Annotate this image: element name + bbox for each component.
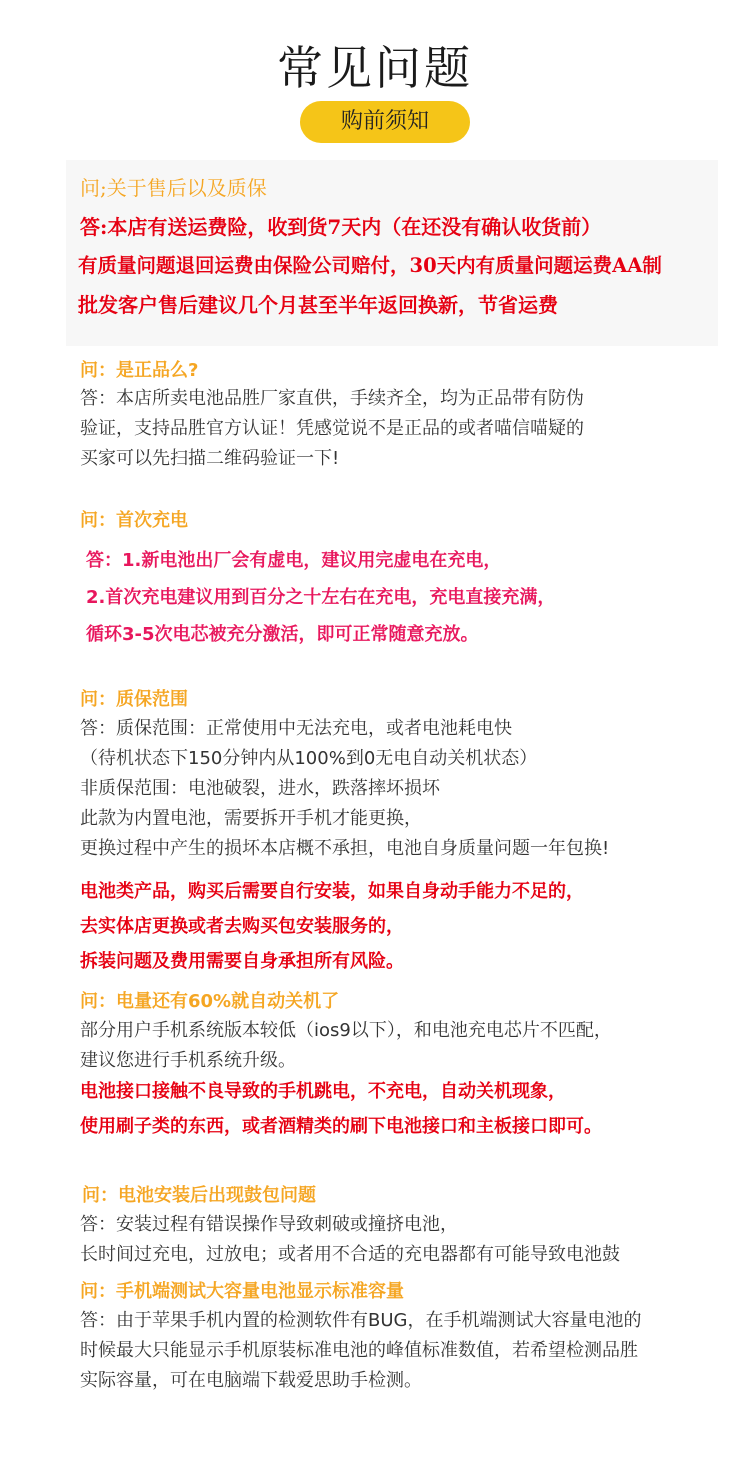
- faq-answer-line: 长时间过充电，过放电；或者用不合适的充电器都有可能导致电池鼓: [80, 1244, 620, 1265]
- faq-question-shutdown: 问：电量还有60%就自动关机了: [80, 991, 340, 1012]
- notice-line: 批发客户售后建议几个月甚至半年返回换新，节省运费: [78, 293, 558, 317]
- faq-question-swelling: 问：电池安装后出现鼓包问题: [82, 1185, 316, 1206]
- notice-line: 答:本店有送运费险，收到货7天内（在还没有确认收货前）: [80, 215, 602, 239]
- faq-answer-line: 此款为内置电池，需要拆开手机才能更换，: [80, 808, 422, 829]
- faq-warning-line: 电池类产品，购买后需要自行安装，如果自身动手能力不足的，: [80, 881, 584, 902]
- notice-question: 问;关于售后以及质保: [80, 176, 267, 200]
- faq-answer-line: 实际容量，可在电脑端下载爱思助手检测。: [80, 1370, 422, 1391]
- faq-answer-line: （待机状态下150分钟内从100%到0无电自动关机状态）: [80, 748, 538, 769]
- faq-answer-line: 答：本店所卖电池品胜厂家直供，手续齐全，均为正品带有防伪: [80, 388, 584, 409]
- faq-question-first-charge: 问：首次充电: [80, 510, 188, 531]
- faq-answer-line: 时候最大只能显示手机原装标准电池的峰值标准数值，若希望检测品胜: [80, 1340, 638, 1361]
- faq-answer-line: 答：由于苹果手机内置的检测软件有BUG，在手机端测试大容量电池的: [80, 1310, 642, 1331]
- faq-question-warranty: 问：质保范围: [80, 689, 188, 710]
- faq-answer-line: 2.首次充电建议用到百分之十左右在充电，充电直接充满，: [86, 587, 556, 608]
- pre-purchase-badge: 购前须知: [300, 101, 470, 143]
- faq-answer-line: 买家可以先扫描二维码验证一下!: [80, 448, 340, 469]
- faq-answer-line: 更换过程中产生的损坏本店概不承担，电池自身质量问题一年包换!: [80, 838, 610, 859]
- faq-question-genuine: 问：是正品么?: [80, 360, 199, 381]
- faq-answer-line: 部分用户手机系统版本较低（ios9以下），和电池充电芯片不匹配，: [80, 1020, 612, 1041]
- faq-warning-line: 电池接口接触不良导致的手机跳电，不充电，自动关机现象，: [80, 1081, 566, 1102]
- faq-answer-line: 答：安装过程有错误操作导致刺破或撞挤电池，: [80, 1214, 458, 1235]
- faq-answer-line: 答：1.新电池出厂会有虚电，建议用完虚电在充电，: [86, 550, 502, 571]
- page-title: 常见问题: [277, 41, 473, 95]
- faq-answer-line: 非质保范围：电池破裂，进水，跌落摔坏损坏: [80, 778, 440, 799]
- faq-warning-line: 使用刷子类的东西，或者酒精类的刷下电池接口和主板接口即可。: [80, 1116, 602, 1137]
- faq-answer-line: 答：质保范围：正常使用中无法充电，或者电池耗电快: [80, 718, 512, 739]
- faq-question-capacity: 问：手机端测试大容量电池显示标准容量: [80, 1281, 404, 1302]
- faq-answer-line: 循环3-5次电芯被充分激活，即可正常随意充放。: [86, 624, 479, 645]
- faq-warning-line: 去实体店更换或者去购买包安装服务的，: [80, 916, 404, 937]
- notice-line: 有质量问题退回运费由保险公司赔付，30天内有质量问题运费AA制: [78, 254, 662, 277]
- faq-answer-line: 验证，支持品胜官方认证！凭感觉说不是正品的或者喵信喵疑的: [80, 418, 584, 439]
- faq-warning-line: 拆装问题及费用需要自身承担所有风险。: [80, 951, 404, 972]
- faq-answer-line: 建议您进行手机系统升级。: [80, 1050, 296, 1071]
